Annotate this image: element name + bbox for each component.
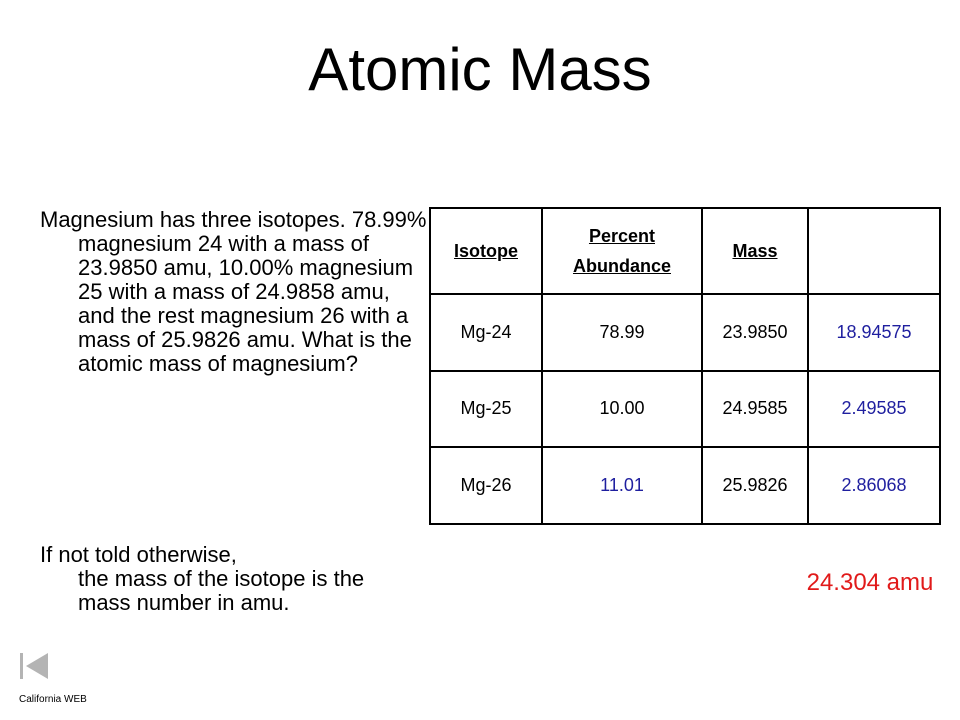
table-row bbox=[430, 294, 940, 371]
problem-text-block bbox=[40, 208, 430, 376]
header-mass: Mass bbox=[702, 208, 808, 294]
cell-product: 2.86068 bbox=[808, 447, 940, 524]
cell-percent: 78.99 bbox=[542, 294, 702, 371]
table-row bbox=[430, 371, 940, 448]
header-product bbox=[808, 208, 940, 294]
isotope-table bbox=[429, 207, 941, 525]
header-percent-line1: Percent bbox=[588, 226, 656, 246]
header-percent-line2: Abundance bbox=[572, 256, 671, 276]
cell-isotope: Mg-24 bbox=[430, 294, 542, 371]
table-row bbox=[430, 447, 940, 524]
cell-percent: 11.01 bbox=[542, 447, 702, 524]
note-line-1: If not told otherwise, bbox=[40, 542, 237, 567]
cell-mass: 24.9585 bbox=[702, 371, 808, 448]
note-block bbox=[40, 543, 420, 615]
problem-text: Magnesium has three isotopes. 78.99% magnesium 24 with a mass of 23.9850 amu, 10.00% magnesium 25 with a mass of 24.9858 amu, and the rest magnesium 26 with a mass of 25.9826 amu. What is the atomic mass of magnesium? bbox=[40, 207, 427, 376]
header-percent-abundance bbox=[542, 208, 702, 294]
note-line-2: the mass of the isotope is the mass number in amu. bbox=[78, 566, 365, 615]
cell-mass: 25.9826 bbox=[702, 447, 808, 524]
cell-mass: 23.9850 bbox=[702, 294, 808, 371]
answer-text: 24.304 amu bbox=[806, 569, 934, 596]
cell-isotope: Mg-25 bbox=[430, 371, 542, 448]
first-slide-button[interactable] bbox=[19, 651, 49, 681]
table-header-row bbox=[430, 208, 940, 294]
cell-percent: 10.00 bbox=[542, 371, 702, 448]
header-isotope: Isotope bbox=[430, 208, 542, 294]
cell-isotope: Mg-26 bbox=[430, 447, 542, 524]
cell-product: 18.94575 bbox=[808, 294, 940, 371]
footer-text: California WEB bbox=[19, 694, 87, 705]
slide-title: Atomic Mass bbox=[308, 36, 652, 103]
first-slide-icon bbox=[19, 651, 49, 681]
cell-product: 2.49585 bbox=[808, 371, 940, 448]
